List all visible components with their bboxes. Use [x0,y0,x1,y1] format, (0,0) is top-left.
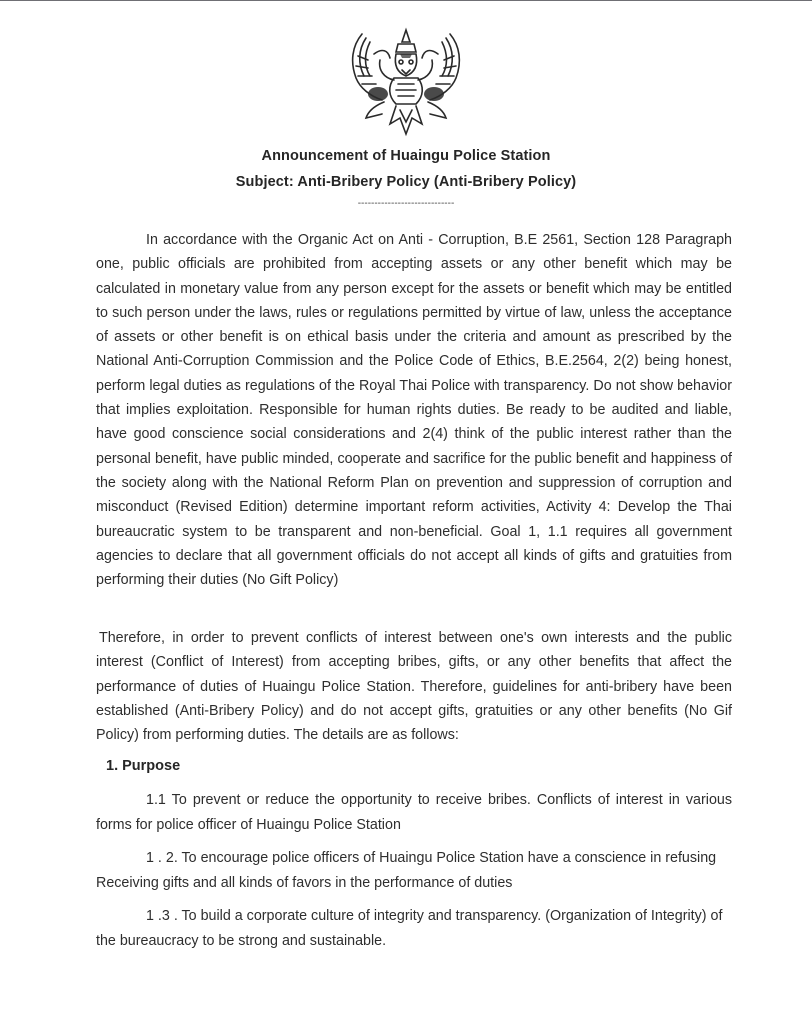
document-subject: Subject: Anti-Bribery Policy (Anti-Bribery Policy) [235,174,577,190]
document-title: Announcement of Huaingu Police Station [261,148,551,164]
section-heading-purpose: 1. Purpose [106,758,181,774]
purpose-item: 1 . 2. To encourage police officers of Huaingu Police Station have a conscience in refusing Receiving gifts and all kinds of favors in the performance of duties [96,850,717,891]
separator-line: ----------------------------- [357,198,455,209]
top-border [0,0,812,1]
garuda-emblem-icon [344,26,468,138]
paragraph-intro: In accordance with the Organic Act on Anti - Corruption, B.E 2561, Section 128 Paragraph one, public officials are prohibited from accepting assets or any other benefit which may be calculated in monetary value from any person except for the assets or benefit which may be entitled to such person under the laws, rules or regulations permitted by virtue of law, unless the acceptance of assets or other benefit is on ethical basis under the criteria and amount as prescribed by the National Anti-Corruption Commission and the Police Code of Ethics, B.E.2564, 2(2) being honest, perform legal duties as regulations of the Royal Thai Police with transparency. Do not show behavior that implies exploitation. Responsible for human rights duties. Be ready to be audited and liable, have good conscience social considerations and 2(4) think of the public interest rather than the personal benefit, have public minded, cooperate and sacrifice for the public benefit and happiness of the society along with the National Reform Plan on prevention and suppression of corruption and misconduct (Revised Edition) determine important reform activities, Activity 4: Develop the Thai bureaucratic system to be transparent and non-beneficial. Goal 1, 1.1 requires all government agencies to declare that all government officials do not accept all kinds of gifts and gratuities from performing their duties (No Gift Policy) [96,232,732,589]
purpose-item: 1.1 To prevent or reduce the opportunity to receive bribes. Conflicts of interest in various forms for police officer of Huaingu Police Station [96,792,732,833]
paragraph-therefore: Therefore, in order to prevent conflicts of interest between one's own interests and the public interest (Conflict of Interest) from accepting bribes, gifts, or any other benefits that affect the performance of duties of Huaingu Police Station. Therefore, guidelines for anti-bribery have been established (Anti-Bribery Policy) and do not accept gifts, gratuities or any other benefits (No Gif Policy) from performing duties. The details are as follows: [96,630,732,744]
purpose-item: 1 .3 . To build a corporate culture of integrity and transparency. (Organization of Integrity) of the bureaucracy to be strong and sustainable. [96,908,723,949]
